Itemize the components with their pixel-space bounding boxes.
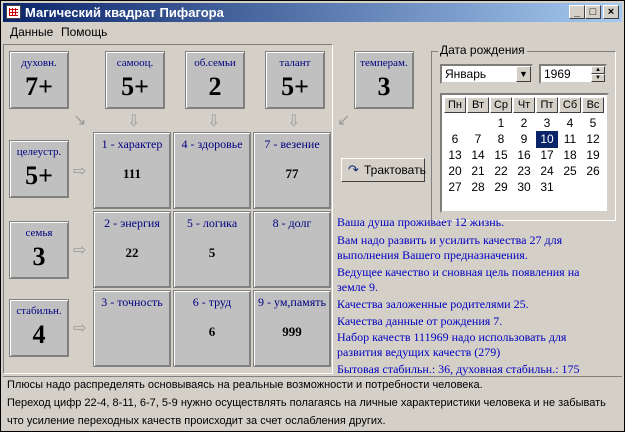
calendar-day[interactable]: 8	[497, 132, 505, 146]
result-line: Качества данные от рождения 7.	[337, 314, 503, 328]
grid-cell-character	[93, 132, 171, 209]
result-line: Ведущее качество и сновная цель появления на	[337, 265, 580, 279]
grid-cell-health	[173, 132, 251, 209]
stability-box	[9, 299, 69, 357]
maximize-button[interactable]: □	[585, 5, 601, 19]
calendar-day[interactable]: 1	[497, 116, 505, 130]
calendar-day[interactable]: 30	[517, 180, 531, 194]
down-arrow-icon: ⇩	[287, 113, 301, 130]
family-box	[9, 221, 69, 279]
minimize-button[interactable]: _	[569, 5, 585, 19]
calendar-day[interactable]: 18	[563, 148, 577, 162]
calendar-day[interactable]: 24	[540, 164, 554, 178]
interpret-button[interactable]	[341, 158, 425, 182]
calendar-day[interactable]: 27	[448, 180, 462, 194]
calendar-day[interactable]: 15	[494, 148, 508, 162]
weekday-header: Вт	[467, 97, 489, 113]
menu-bar	[3, 22, 622, 42]
result-line: Вам надо развить и усилить качества 27 для	[337, 233, 563, 247]
box-value: 3	[377, 72, 391, 101]
app-grid-icon	[6, 5, 21, 19]
box-label: стабильн.	[16, 305, 62, 317]
box-label: самооц.	[116, 57, 154, 69]
calendar-day[interactable]: 9	[520, 132, 528, 146]
cell-label: 5 - логика	[186, 216, 238, 230]
birth-date-group-title: Дата рождения	[440, 43, 525, 57]
hint-line: что усиление переходных качеств происходит за счет ослабления других.	[7, 415, 386, 427]
cell-label: 8 - долг	[272, 216, 312, 230]
interpretation-results	[337, 215, 625, 377]
cell-value: 22	[125, 245, 139, 260]
weekday-header: Пн	[444, 97, 466, 113]
box-value: 2	[208, 72, 222, 101]
diagonal-down-left-arrow-icon: ↙	[337, 112, 351, 129]
hint-line: Переход цифр 22-4, 8-11, 6-7, 5-9 нужно осуществлять полагаясь на личные характеристики человека и не забывать	[7, 397, 606, 409]
year-value: 1969	[544, 67, 571, 81]
calendar-day-selected[interactable]: 10	[536, 131, 558, 148]
right-arrow-icon: ⇨	[73, 242, 87, 259]
box-value: 5+	[121, 72, 149, 101]
down-arrow-icon: ⇩	[207, 113, 221, 130]
result-line: Качества заложенные родителями 25.	[337, 297, 529, 311]
cell-value: 111	[122, 166, 142, 181]
result-line: развития ведущих качеств (279)	[337, 345, 501, 359]
calendar-day[interactable]: 23	[517, 164, 531, 178]
calendar-day[interactable]: 20	[448, 164, 462, 178]
box-label: талант	[279, 57, 311, 69]
calendar-weekday-header	[444, 97, 605, 114]
grid-cell-duty	[253, 211, 331, 288]
calendar-day[interactable]: 6	[451, 132, 459, 146]
grid-cell-mind-memory	[253, 290, 331, 367]
spin-down-icon[interactable]: ▼	[591, 74, 605, 82]
title-bar[interactable]	[3, 3, 622, 22]
right-arrow-icon: ⇨	[73, 163, 87, 180]
box-label: семья	[25, 227, 53, 239]
temperament-box	[354, 51, 414, 109]
calendar-day[interactable]: 29	[494, 180, 508, 194]
cell-label: 7 - везение	[264, 137, 320, 151]
calendar-day[interactable]: 19	[586, 148, 600, 162]
menu-data[interactable]: Данные	[10, 25, 54, 39]
calendar-day[interactable]: 12	[586, 132, 600, 146]
cell-label: 2 - энергия	[104, 216, 160, 230]
grid-cell-labor	[173, 290, 251, 367]
weekday-header: Чт	[513, 97, 535, 113]
cell-value: 5	[208, 245, 216, 260]
right-arrow-icon: ⇨	[73, 320, 87, 337]
cell-label: 4 - здоровье	[181, 137, 243, 151]
talent-box	[265, 51, 325, 109]
spirituality-box	[9, 51, 69, 109]
family-common-box	[185, 51, 245, 109]
calendar-day[interactable]: 11	[563, 132, 577, 146]
box-value: 3	[32, 242, 46, 271]
calendar-day[interactable]: 22	[494, 164, 508, 178]
box-value: 7+	[25, 72, 53, 101]
result-line: Бытовая стабильн.: 36, духовная стабильн.: 175	[337, 362, 580, 376]
result-line: выполнения Вашего предназначения.	[337, 248, 528, 262]
result-line: Набор качеств 111969 надо использовать для	[337, 330, 567, 344]
cell-label: 3 - точность	[101, 295, 163, 309]
grid-cell-energy	[93, 211, 171, 288]
box-value: 5+	[25, 161, 53, 190]
close-button[interactable]: ×	[603, 5, 619, 19]
grid-cell-accuracy	[93, 290, 171, 367]
cell-value: 77	[285, 166, 299, 181]
box-label: духовн.	[21, 57, 57, 69]
purposefulness-box	[9, 140, 69, 198]
weekday-header: Сб	[559, 97, 581, 113]
weekday-header: Ср	[490, 97, 512, 113]
redo-arrow-icon: ↷	[348, 162, 359, 177]
calendar-day[interactable]: 3	[543, 116, 551, 130]
diagonal-down-right-arrow-icon: ↘	[73, 112, 87, 129]
calendar-day[interactable]: 25	[563, 164, 577, 178]
calendar-day[interactable]: 28	[471, 180, 485, 194]
calendar-day[interactable]: 14	[471, 148, 485, 162]
hint-line: Плюсы надо распределять основываясь на реальные возможности и потребности человека.	[7, 379, 483, 391]
cell-label: 6 - труд	[192, 295, 232, 309]
box-label: об.семьи	[194, 57, 236, 69]
calendar-day[interactable]: 17	[540, 148, 554, 162]
cell-value: 999	[282, 324, 302, 339]
calendar-day[interactable]: 26	[586, 164, 600, 178]
weekday-header: Вс	[582, 97, 604, 113]
calendar-day[interactable]: 4	[566, 116, 574, 130]
cell-label: 9 - ум,память	[257, 295, 326, 309]
result-line: Ваша душа проживает 12 жизнь.	[337, 215, 505, 229]
box-label: целеустр.	[16, 146, 62, 158]
window-title: Магический квадрат Пифагора	[25, 5, 224, 20]
menu-help[interactable]: Помощь	[61, 25, 108, 39]
weekday-header: Пт	[536, 97, 558, 113]
calendar-day[interactable]: 31	[540, 180, 554, 194]
calendar-day[interactable]: 7	[474, 132, 482, 146]
box-value: 4	[32, 320, 46, 349]
chevron-down-icon[interactable]: ▼	[516, 66, 531, 82]
result-line: земле 9.	[337, 280, 378, 294]
spin-up-icon[interactable]: ▲	[591, 66, 605, 74]
calendar-day[interactable]: 5	[589, 116, 597, 130]
down-arrow-icon: ⇩	[127, 113, 141, 130]
hint-panel	[3, 376, 622, 431]
grid-cell-luck	[253, 132, 331, 209]
calendar-grid[interactable]	[440, 93, 609, 213]
self-esteem-box	[105, 51, 165, 109]
month-value: Январь	[445, 67, 487, 81]
cell-label: 1 - характер	[101, 137, 163, 151]
grid-cell-logic	[173, 211, 251, 288]
interpret-button-label: Трактовать	[364, 163, 426, 177]
calendar-day[interactable]: 16	[517, 148, 531, 162]
box-value: 5+	[281, 72, 309, 101]
year-spinner[interactable]	[539, 64, 607, 84]
calendar-day[interactable]: 2	[520, 116, 528, 130]
cell-value: 6	[208, 324, 216, 339]
calendar-day[interactable]: 13	[448, 148, 462, 162]
box-label: темперам.	[360, 57, 408, 69]
month-select[interactable]	[440, 64, 533, 84]
calendar-day[interactable]: 21	[471, 164, 485, 178]
